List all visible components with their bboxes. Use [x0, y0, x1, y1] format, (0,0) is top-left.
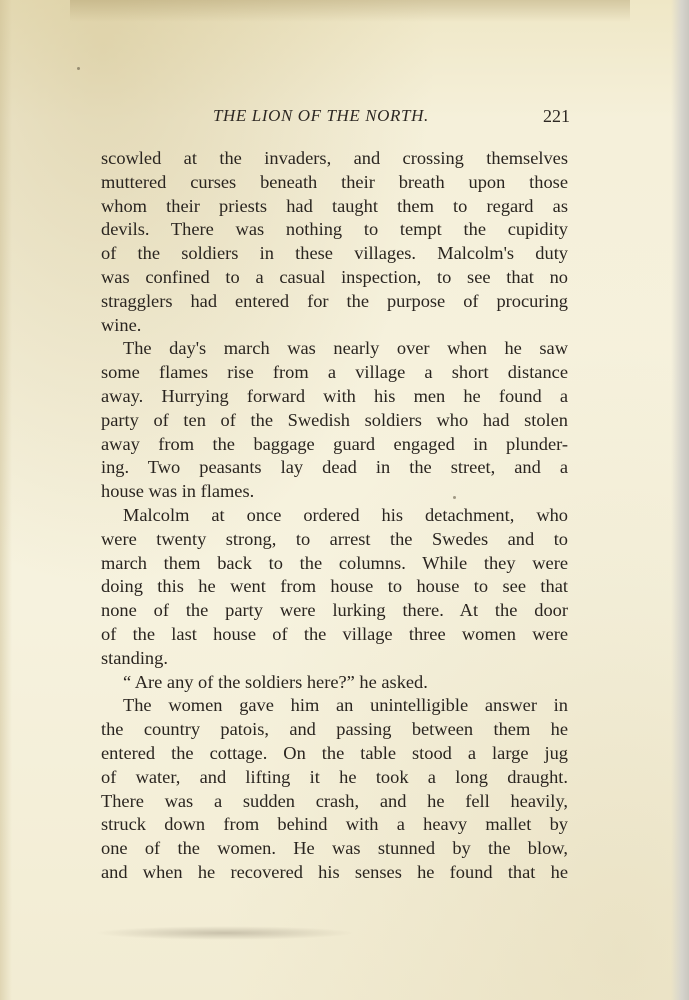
running-title: THE LION OF THE NORTH.: [213, 106, 429, 125]
text-line: entered the cottage. On the table stood a large jug: [101, 742, 568, 763]
text-line: house was in flames.: [101, 481, 255, 502]
text-line: party of ten of the Swedish soldiers who had stolen: [101, 409, 568, 430]
running-head: [100, 103, 570, 129]
text-line: and when he recovered his senses he found that he: [101, 861, 568, 882]
text-line: were twenty strong, to arrest the Swedes and to: [101, 528, 568, 549]
text-line: doing this he went from house to house to see that: [101, 576, 568, 597]
text-line: whom their priests had taught them to regard as: [101, 195, 568, 216]
text-line: away. Hurrying forward with his men he found a: [101, 385, 568, 406]
text-line: ing. Two peasants lay dead in the street, and a: [101, 457, 568, 478]
text-line: There was a sudden crash, and he fell heavily,: [101, 790, 568, 811]
text-line: one of the women. He was stunned by the blow,: [101, 838, 568, 859]
ink-speck: [77, 67, 80, 70]
text-line: march them back to the columns. While they were: [101, 552, 568, 573]
page-top-shadow: [70, 0, 630, 22]
text-line: standing.: [101, 647, 168, 668]
body-text: [101, 147, 568, 885]
page-number: 221: [543, 106, 570, 126]
text-line: struck down from behind with a heavy mallet by: [101, 814, 568, 835]
text-line: of the last house of the village three women were: [101, 623, 568, 644]
text-line: Malcolm at once ordered his detachment, who: [123, 504, 568, 525]
text-line: away from the baggage guard engaged in plunder-: [101, 433, 568, 454]
text-line: was confined to a casual inspection, to see that no: [101, 266, 568, 287]
text-line: of water, and lifting it he took a long draught.: [101, 766, 568, 787]
page-smudge: [95, 926, 355, 940]
text-line: muttered curses beneath their breath upon those: [101, 171, 568, 192]
text-line: wine.: [101, 314, 142, 335]
text-line: stragglers had entered for the purpose of procuring: [101, 290, 568, 311]
text-line: devils. There was nothing to tempt the cupidity: [101, 219, 568, 240]
page-left-edge: [0, 0, 12, 1000]
text-line: some flames rise from a village a short distance: [101, 362, 568, 383]
text-line: The day's march was nearly over when he saw: [123, 338, 568, 359]
text-line: the country patois, and passing between them he: [101, 719, 568, 740]
page-right-edge: [671, 0, 689, 1000]
text-line: “ Are any of the soldiers here?” he asked.: [123, 671, 428, 692]
text-line: none of the party were lurking there. At the door: [101, 600, 568, 621]
text-line: scowled at the invaders, and crossing themselves: [101, 148, 568, 168]
text-line: The women gave him an unintelligible answer in: [123, 695, 568, 716]
text-line: of the soldiers in these villages. Malcolm's duty: [101, 243, 568, 264]
